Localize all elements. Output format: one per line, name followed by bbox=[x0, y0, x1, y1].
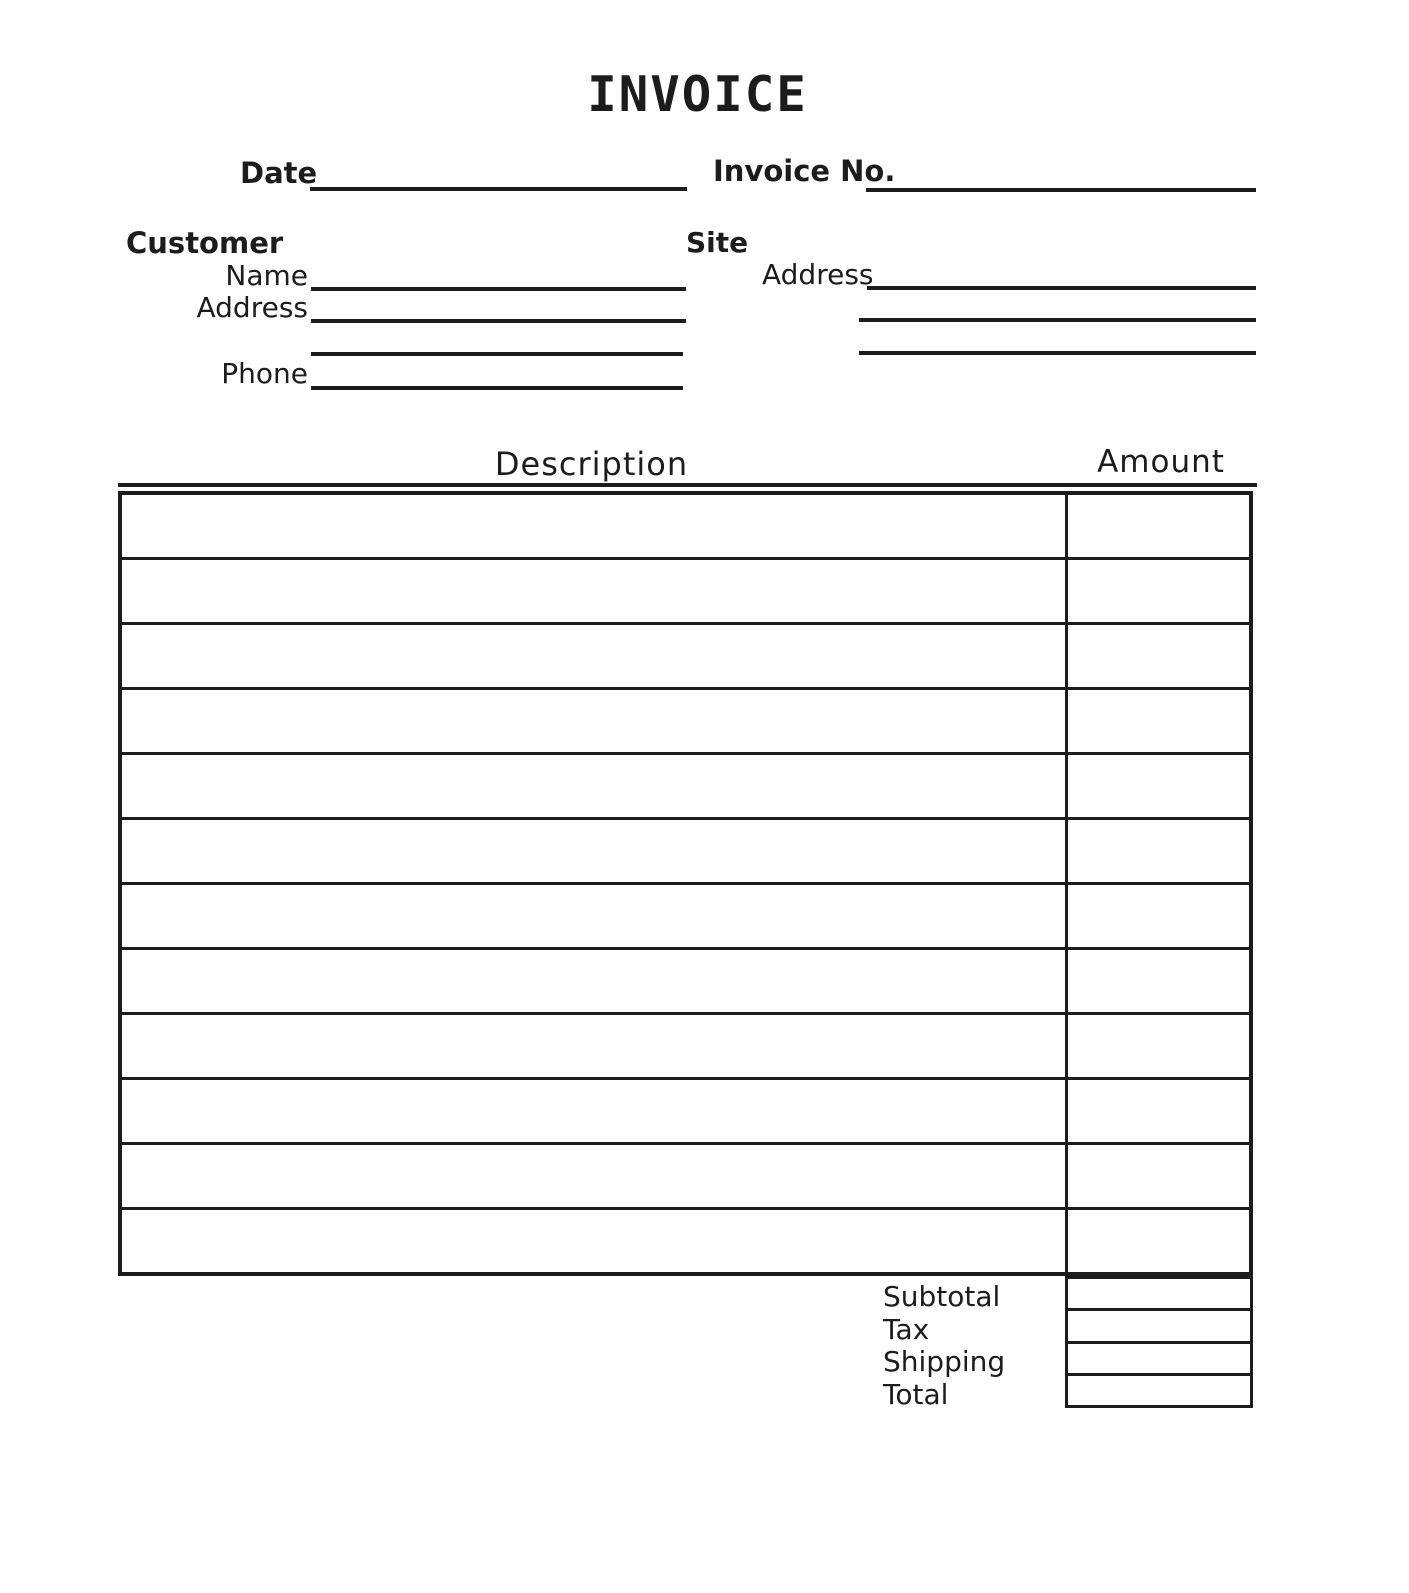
description-cell[interactable] bbox=[122, 625, 1065, 687]
table-header-rule bbox=[118, 483, 1257, 487]
customer-address-input[interactable] bbox=[311, 290, 686, 323]
amount-cell[interactable] bbox=[1065, 885, 1249, 947]
shipping-value-box[interactable] bbox=[1068, 1341, 1250, 1373]
table-row bbox=[122, 622, 1249, 687]
amount-cell[interactable] bbox=[1065, 1015, 1249, 1077]
amount-cell[interactable] bbox=[1065, 560, 1249, 622]
amount-cell[interactable] bbox=[1065, 950, 1249, 1012]
site-address-line2-input[interactable] bbox=[859, 289, 1256, 322]
site-heading: Site bbox=[686, 226, 749, 259]
description-cell[interactable] bbox=[122, 1145, 1065, 1207]
subtotal-value-box[interactable] bbox=[1068, 1279, 1250, 1308]
date-label: Date bbox=[240, 156, 318, 190]
page-title: INVOICE bbox=[587, 66, 808, 123]
amount-cell[interactable] bbox=[1065, 820, 1249, 882]
description-cell[interactable] bbox=[122, 1080, 1065, 1142]
description-cell[interactable] bbox=[122, 755, 1065, 817]
date-input[interactable] bbox=[310, 158, 687, 191]
customer-address-label: Address bbox=[196, 291, 308, 324]
shipping-label: Shipping bbox=[883, 1345, 1006, 1378]
description-column-header: Description bbox=[494, 445, 689, 483]
amount-cell[interactable] bbox=[1065, 1145, 1249, 1207]
table-row bbox=[122, 1012, 1249, 1077]
amount-cell[interactable] bbox=[1065, 1080, 1249, 1142]
invoice-no-input[interactable] bbox=[866, 157, 1256, 192]
customer-name-label: Name bbox=[225, 259, 308, 292]
customer-name-input[interactable] bbox=[311, 258, 686, 291]
amount-cell[interactable] bbox=[1065, 1210, 1249, 1272]
description-cell[interactable] bbox=[122, 690, 1065, 752]
description-cell[interactable] bbox=[122, 1015, 1065, 1077]
table-row bbox=[122, 752, 1249, 817]
description-cell[interactable] bbox=[122, 560, 1065, 622]
totals-boxes bbox=[1065, 1276, 1253, 1408]
site-address-line1-input[interactable] bbox=[867, 257, 1256, 290]
customer-address-line2-input[interactable] bbox=[311, 323, 683, 356]
total-label: Total bbox=[883, 1378, 949, 1411]
table-row bbox=[122, 1142, 1249, 1207]
invoice-no-label: Invoice No. bbox=[713, 154, 896, 188]
description-cell[interactable] bbox=[122, 1210, 1065, 1272]
amount-cell[interactable] bbox=[1065, 755, 1249, 817]
items-rows bbox=[122, 495, 1249, 1272]
description-cell[interactable] bbox=[122, 820, 1065, 882]
customer-heading: Customer bbox=[126, 226, 284, 260]
table-row bbox=[122, 687, 1249, 752]
amount-column-header: Amount bbox=[1097, 444, 1225, 480]
amount-cell[interactable] bbox=[1065, 625, 1249, 687]
amount-cell[interactable] bbox=[1065, 690, 1249, 752]
table-row bbox=[122, 557, 1249, 622]
total-value-box[interactable] bbox=[1068, 1373, 1250, 1405]
customer-phone-label: Phone bbox=[221, 357, 308, 390]
tax-value-box[interactable] bbox=[1068, 1308, 1250, 1340]
table-row bbox=[122, 882, 1249, 947]
description-cell[interactable] bbox=[122, 495, 1065, 557]
table-row bbox=[122, 495, 1249, 557]
items-table bbox=[118, 491, 1253, 1276]
description-cell[interactable] bbox=[122, 885, 1065, 947]
table-row bbox=[122, 947, 1249, 1012]
site-address-line3-input[interactable] bbox=[859, 321, 1256, 355]
table-row bbox=[122, 1207, 1249, 1272]
tax-label: Tax bbox=[883, 1313, 930, 1346]
amount-cell[interactable] bbox=[1065, 495, 1249, 557]
table-row bbox=[122, 817, 1249, 882]
description-cell[interactable] bbox=[122, 950, 1065, 1012]
subtotal-label: Subtotal bbox=[883, 1280, 1001, 1313]
table-row bbox=[122, 1077, 1249, 1142]
site-address-label: Address bbox=[762, 258, 874, 291]
customer-phone-input[interactable] bbox=[311, 356, 683, 390]
